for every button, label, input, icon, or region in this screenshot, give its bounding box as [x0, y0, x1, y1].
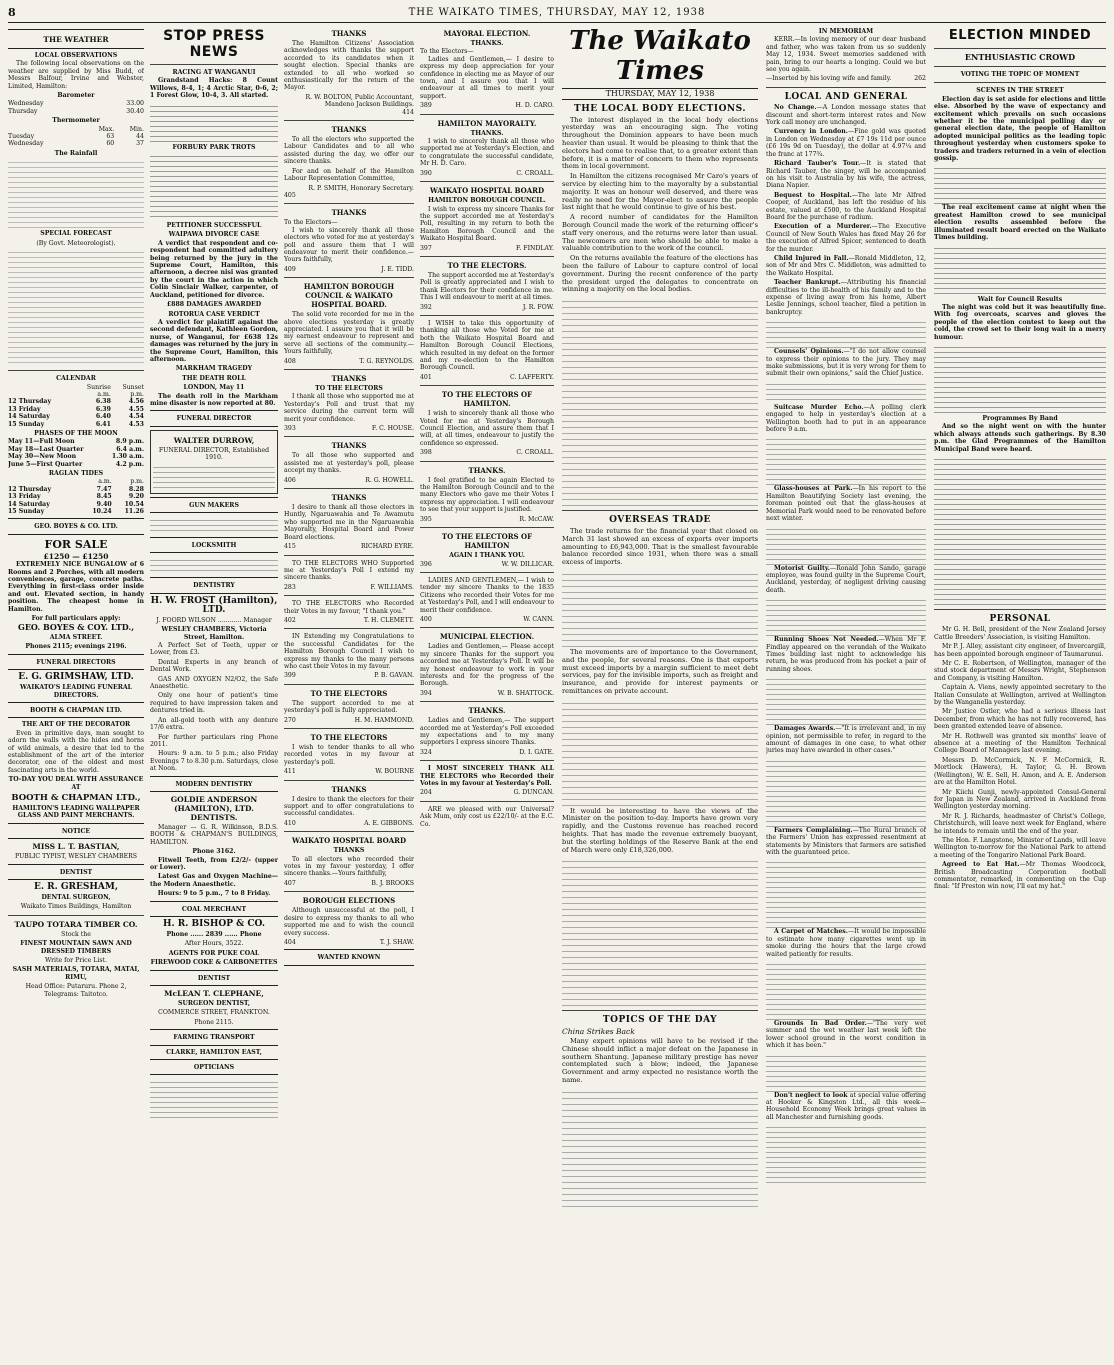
thanks3-to: To the Electors—	[284, 219, 338, 227]
thanks12-sig: A. E. GIBBONS.	[364, 819, 414, 827]
bishop-agents: AGENTS FOR PUKE COAL	[168, 949, 260, 957]
iw-sig: C. LAFFERTY.	[509, 373, 554, 381]
frost-perfect: A Perfect Set of Teeth, upper or Lower, from £3.	[150, 642, 278, 657]
election-minded-title: ELECTION MINDED	[948, 28, 1092, 43]
thx-no: 395	[420, 515, 432, 523]
trots-title: FORBURY PARK TROTS	[172, 143, 256, 151]
moon-title: PHASES OF THE MOON	[34, 429, 118, 437]
editorial-p3: A record number of candidates for the Hamilton Borough Council made the work of the returning officer's staff very onerous, and the returns were later than usual. The newcomers are men who should be able to make a valuable contribution to the work of the council.	[562, 213, 758, 253]
thanks1-title: THANKS	[331, 29, 367, 38]
farming-title: FARMING TRANSPORT	[173, 1034, 255, 1042]
thanks1-text: The Hamilton Citizens' Association acknowledges with thanks the support accorded to its candidates when it sought election. Special thanks are extended to all who worked so enthusiastically for the return of the Mayor.	[284, 40, 414, 92]
local-item: Teacher Bankrupt.—Attributing his financial difficulties to the ill-health of his family and to the expense of living away from his home, Albert Leslie Jennings, school teacher, filed a petition in bankruptcy.	[766, 279, 926, 316]
booth-tag: HAMILTON'S LEADING WALLPAPER GLASS AND PAINT MERCHANTS.	[12, 804, 140, 820]
goldie-phone: Phone 3162.	[192, 848, 236, 856]
column-editorial	[562, 26, 758, 1359]
assurance: TO-DAY YOU DEAL WITH ASSURANCE AT	[8, 776, 144, 791]
topic-sub: China Strikes Back	[562, 1027, 635, 1037]
local-observations: LOCAL OBSERVATIONS	[34, 52, 118, 59]
racing-results	[150, 102, 278, 142]
masthead	[0, 0, 1114, 24]
local-item: Richard Tauber's Tour.—It is stated that Richard Tauber, the singer, will be accompanied on his visit to Australia by his wife, the actress, Diana Napier.	[766, 160, 926, 190]
thanks5-no: 406	[284, 476, 296, 484]
thanks2-for: For and on behalf of the Hamilton Labour Representation Committee,	[284, 167, 414, 183]
local-item: Execution of a Murderer.—The Executive Council of New South Wales has fixed May 26 for the execution of Alfred Spicer, sentenced to death for the murder.	[766, 223, 926, 253]
tragedy-title: MARKHAM TRAGEDY	[175, 365, 253, 373]
thanks11-title: TO THE ELECTORS	[310, 733, 388, 742]
frost-hours: Hours: 9 a.m. to 5 p.m.; also Friday Evenings 7 to 8.30 p.m. Saturdays, close at Noon.	[150, 750, 278, 773]
booth-full: BOOTH & CHAPMAN LTD.,	[11, 792, 141, 803]
thanks9-sig: P. B. GAVAN.	[374, 672, 414, 680]
gun-makers-title: GUN MAKERS	[189, 501, 239, 509]
local-item: Suitcase Murder Echo.—A polling clerk engaged to help in yesterday's election at a Wellington booth had to put in an appearance before 9 a.m.	[766, 403, 926, 434]
column-thanks-2	[420, 26, 554, 1359]
whb-title: WAIKATO HOSPITAL BOARD	[429, 186, 545, 196]
grimshaw-name: E. G. GRIMSHAW, LTD.	[18, 672, 134, 683]
column-election-minded	[934, 26, 1106, 1359]
grimshaw-sub: WAIKATO'S LEADING FUNERAL DIRECTORS.	[19, 684, 133, 699]
locksmith-title: LOCKSMITH	[191, 542, 237, 549]
racing-title: RACING AT WANGANUI	[172, 69, 256, 76]
damages-sub: ROTORUA CASE VERDICT	[168, 310, 260, 318]
dentist-title: DENTIST	[59, 868, 93, 876]
thanks8-text: TO THE ELECTORS who Recorded their Votes in my favour, "I thank you."	[284, 600, 414, 615]
frost-wesley: WESLEY CHAMBERS, Victoria Street, Hamilton.	[161, 626, 267, 641]
trade-p3: It would be interesting to have the views of the Minister on the position to-day. Imports have grown very rapidly, and the Customs revenue has reached record heights. That has made the revenue extremely buoyant, but the sterling holdings of the Reserve Bank at the end of March were only £18,326,000.	[562, 806, 758, 854]
alma-street: ALMA STREET.	[49, 633, 103, 641]
stop-press-title: STOP PRESS NEWS	[163, 28, 265, 60]
te1-title: TO THE ELECTORS.	[447, 260, 527, 270]
paper-date: THURSDAY, MAY 12, 1938	[562, 88, 758, 100]
teh-text: AGAIN I THANK YOU.	[449, 552, 525, 560]
sale-more: For full particulars apply:	[31, 615, 121, 623]
thanks5-sig: R. G. HOWELL.	[365, 476, 414, 484]
whb-no: 397	[420, 244, 432, 252]
mayoral-thanks: THANKS.	[470, 40, 504, 47]
te2-no: 398	[420, 449, 432, 457]
mayoral-title: MAYORAL ELECTION.	[443, 29, 531, 38]
mclean-sub: SURGEON DENTIST,	[178, 1000, 250, 1008]
mclean-address: COMMERCE STREET, FRANKTON.	[158, 1009, 270, 1017]
thanks7-text: TO THE ELECTORS WHO Supported me at Yesterday's Poll I extend my sincere thanks.	[284, 559, 414, 582]
thanks2-text: To all the electors who supported the Labour Candidates and to all who assisted during the day, we offer our sincere thanks.	[284, 136, 414, 166]
hm-no: 390	[420, 169, 432, 177]
bishop-phone: Phone ...... 2839 ...... Phone	[166, 931, 262, 938]
muni-no: 394	[420, 689, 432, 697]
column-stop-press	[150, 26, 278, 1359]
clarke-name: CLARKE, HAMILTON EAST,	[166, 1048, 262, 1056]
thanks6-sig: RICHARD EYRE.	[360, 543, 414, 551]
bastian-sub: PUBLIC TYPIST, WESLEY CHAMBERS	[15, 853, 137, 861]
masthead-rule	[8, 22, 1106, 23]
thanks11-sig: W. BOURNE	[375, 768, 414, 776]
te2-text: I wish to sincerely thank all those who Voted for me at Yesterday's Borough Council Election, and assure them that I will, at all times, endeavour to justify the confidence so expressed.	[420, 410, 554, 447]
opticians-title: OPTICIANS	[193, 1064, 235, 1072]
frost-one-hour: Only one hour of patient's time required to have impression taken and dentures tried in.	[150, 692, 278, 715]
personal-item: Mr Justice Ostler, who had a serious illness last December, from which he has not fully recovered, has been granted extended leave of absence.	[934, 708, 1106, 731]
memoriam-no: 262	[914, 75, 926, 83]
thanks6-title: THANKS	[331, 493, 367, 503]
topics-heading: TOPICS OF THE DAY	[602, 1015, 718, 1026]
personal-title: PERSONAL	[989, 613, 1051, 624]
thanks1-sig: R. W. BOLTON, Public Accountant, Mandeno Jackson Buildings.	[305, 93, 414, 109]
thx2-sig: D. I. GATE.	[519, 748, 554, 756]
forecast-text	[8, 248, 144, 366]
thanks8-no: 402	[284, 616, 296, 624]
thanks9-text: IN Extending my Congratulations to the successful Candidates for the Hamilton Borough Council I wish to express my thanks to the many persons who cast their Votes in my favour.	[284, 633, 414, 670]
waikato-hb-text: To all electors who recorded their votes in my favour yesterday, I offer sincere thanks.—Yours faithfully,	[284, 855, 414, 878]
gresham-address: Waikato Times Buildings, Hamilton	[20, 903, 132, 911]
memoriam-sig: —Inserted by his loving wife and family.	[766, 75, 892, 83]
personal-item: Mr P. J. Alley, assistant city engineer, of Invercargill, has been appointed borough engineer of Taumarunui.	[934, 643, 1106, 658]
election-text3: The night was cold but it was beautifully fine. With fog overcoats, scarves and gloves the people of the election contest to keep out the cold, the crowd set to their long wait in a merry humour.	[934, 303, 1106, 341]
thanks7-no: 283	[284, 583, 296, 591]
agreed-item: Agreed to Eat Hat.—Mr Thomas Woodcock, British Broadcasting Corporation football commentator, remarked, in commenting on the Cup final: "If Preston win now, I'll eat my hat."	[934, 861, 1106, 891]
borough-title: BOROUGH ELECTIONS	[302, 896, 396, 906]
barometer-title: Barometer	[57, 92, 95, 100]
muni-title: MUNICIPAL ELECTION.	[439, 632, 535, 642]
thx2-text: Ladies and Gentlemen,— The support accorded me at Yesterday's Poll exceeded my expectations and to my many supporters I express sincere Thanks.	[420, 717, 554, 747]
thanks9-no: 399	[284, 672, 296, 680]
thanks2-sig: R. P. SMITH, Honorary Secretary.	[308, 184, 414, 192]
bishop-name: H. R. BISHOP & CO.	[163, 919, 265, 929]
notice-title: NOTICE	[61, 827, 91, 835]
moon-table: May 11—Full Moon 8.9 p.m. May 18—Last Quarter 6.4 a.m. May 30—New Moon 1.30 a.m. June 5—First Quarter 4.2 p.m.	[8, 438, 144, 468]
topic-continued	[562, 1087, 758, 1207]
coal-merchant-title: COAL MERCHANT	[181, 905, 247, 913]
personal-item: Mr Kiichi Gunji, newly-appointed Consul-General for Japan in New Zealand, arrived in Auckland from Wellington yesterday morning.	[934, 788, 1106, 811]
tragedy-text: The death roll in the Markham mine disaster is now reported at 80.	[150, 392, 278, 407]
editorial-p4: On the returns available the feature of the elections has been the failure of Labour to capture control of local government. During the recent conference of the party the president urged the delegates to concentrate on winning a majority on the local bodies.	[562, 254, 758, 294]
petitioner-text: A verdict that respondent and co-respondent had committed adultery being returned by the jury in the Supreme Court, Hamilton, this afternoon, a decree nisi was granted by the court in the action in which Colin Sinclair Walker, carpenter, of Auckland, petitioned for divorce.	[150, 239, 278, 299]
taupo-name: TAUPO TOTARA TIMBER CO.	[14, 919, 138, 929]
local-item: Running Shoes Not Needed.—When Mr F. Findlay appeared on the verandah of the Waikato Times building last night to acknowledge his return, he was produced from his pocket a pair of running shoes.	[766, 636, 926, 673]
thanks4-text: I thank all those who supported me at Yesterday's Poll and trust that my service during the current term will merit your confidence.	[284, 393, 414, 423]
memoriam-title: IN MEMORIAM	[818, 28, 874, 35]
voting-topic: VOTING THE TOPIC OF MOMENT	[960, 71, 1080, 78]
thanks6-no: 415	[284, 543, 296, 551]
personal-item: Mr G. H. Bell, president of the New Zealand Jersey Cattle Breeders' Association, is visiting Hamilton.	[934, 626, 1106, 641]
most-text: I MOST SINCERELY THANK ALL THE ELECTORS who Recorded their Votes in my favour at Yesterday's Poll.	[420, 765, 554, 788]
dentistry-title: DENTISTRY	[193, 582, 235, 590]
scenes-title: SCENES IN THE STREET	[976, 87, 1064, 95]
frost-all-gold: An all-gold tooth with any denture 17/6 extra.	[150, 716, 278, 732]
forecast-title: SPECIAL FORECAST	[40, 230, 112, 238]
gresham-sub: DENTAL SURGEON,	[41, 894, 111, 901]
lg-text: LADIES AND GENTLEMEN,— I wish to tender my sincere Thanks to the 1835 Citizens who recorded their Votes for me at Yesterday's Poll, and I will endeavour to merit their confidence.	[420, 576, 554, 614]
mayoral-sig: H. D. CARO.	[515, 102, 554, 110]
local-item: Grounds In Bad Order.—"The very wet summer and the wet weather last week left the lower school ground in the worst condition in which it has been."	[766, 1020, 926, 1050]
local-item: A Carpet of Matches.—It would be impossible to estimate how many cigarettes went up in smoke during the hours that the large crowd waited patiently for results.	[766, 928, 926, 958]
election-text1: Election day is set aside for elections and little else. Absorbed by the wave of expectancy and excitement which prevails on such occasions whether it be the municipal polling day or general election date, the people of Hamilton adopted municipal politics as the leading topic throughout yesterday when customers spoke to traders and traders returned in a vein of election gossip.	[934, 95, 1106, 163]
classified-text: ARE we pleased with our Universal? Ask Mum, only cost us £22/10/- at the E.C. Co.	[420, 805, 554, 828]
taupo-line3: SASH MATERIALS, TOTARA, MATAI, RIMU,	[12, 966, 140, 981]
lg-sig: W. CANN.	[523, 615, 554, 623]
thanks3-sig: J. E. TIDD.	[381, 265, 414, 273]
borough-text: Although unsuccessful at the poll, I desire to express my thanks to all who supported me and to wish the council every success.	[284, 907, 414, 937]
paper-title: The Waikato Times	[569, 26, 751, 86]
frost-name: H. W. FROST (Hamilton), LTD.	[150, 595, 278, 615]
goldie-manager: Manager — G. R. Wilkinson, B.D.S. BOOTH & CHAPMAN'S BUILDINGS, HAMILTON.	[150, 823, 278, 846]
iw-text: I WISH to take this opportunity of thanking all those who Voted for me at both the Waikato Hospital Board and Hamilton Borough Council Elections, which resulted in my defeat on the former and my re-election to the Hamilton Borough Council.	[420, 319, 554, 372]
thanks1-no: 414	[402, 108, 414, 116]
local-item: Currency in London.—Fine gold was quoted in London on Wednesday at £7 19s 11d per ounce (£6 19s 9d on Tuesday), the dollar at 4.97¼ and the franc at 177¾.	[766, 128, 926, 158]
column-local-general	[766, 26, 926, 1359]
mayoral-to: To the Electors—	[420, 48, 474, 56]
page-number: 8	[8, 6, 16, 19]
election-text2: The real excitement came at night when the greatest Hamilton crowd to see municipal election results assembled before the illuminated result board erected on the Waikato Times building.	[934, 204, 1106, 242]
personal-item: Mr H. Rothwell was granted six months' leave of absence at a meeting of the Hamilton Technical College Board of Managers last evening.	[934, 732, 1106, 755]
column-weather	[8, 26, 144, 1359]
topic-text: Many expert opinions will have to be revised if the Chinese should inflict a major defeat on the Japanese in southern Shantung. Japanese military prestige has never contemplated such a blow; indeed, the Japanese Government and army expected no resistance worth the name.	[562, 1037, 758, 1085]
damages-title: £888 DAMAGES AWARDED	[166, 301, 262, 309]
funeral-directors-title: FUNERAL DIRECTORS	[36, 658, 116, 666]
local-item: Farmers Complaining.—The Rural branch of the Farmers' Union has expressed resentment at statements by Ministers that farmers are satisfied with the guaranteed price.	[766, 826, 926, 856]
local-item: Don't neglect to look at special value offering at Hooker & Kingston Ltd., all this week—Household Economy Week brings great values in all Manchester and furnishing goods.	[766, 1091, 926, 1121]
enthusiastic-crowd: ENTHUSIASTIC CROWD	[964, 52, 1076, 62]
frost-experts: Dental Experts in any branch of Dental Work.	[150, 658, 278, 674]
funeral-director-title: FUNERAL DIRECTOR	[176, 415, 252, 423]
most-sig: G. DUNCAN.	[513, 789, 554, 797]
local-item: Damages Awards.—"It is irrelevant and, in my opinion, not permissible to refer, in regard to the amount of damages in one case, to what other juries may have awarded in other cases."	[766, 725, 926, 755]
petitioner-sub: WAIPAWA DIVORCE CASE	[168, 231, 260, 239]
thanks4-no: 393	[284, 425, 296, 433]
te1-no: 392	[420, 303, 432, 311]
whb-sig: F. FINDLAY.	[516, 244, 554, 252]
hm-sig: C. CROALL.	[516, 169, 554, 177]
thanks11-text: I wish to tender thanks to all who recorded votes in my favour at yesterday's poll.	[284, 744, 414, 766]
thanks10-text: The support accorded to me at yesterday's poll is fully appreciated.	[284, 699, 414, 715]
racing-text: Grandstand Hacks: 8 Count Willows, 8-4, 1; 4 Arctic Star, 0-6, 2; 1 Forest Glow, 10-4, 3. All started.	[150, 77, 278, 100]
sale-price: £1250 — £1250	[43, 551, 109, 561]
petitioner-title: PETITIONER SUCCESSFUL	[166, 222, 262, 230]
thanks6-text: I desire to thank all those electors in Huntly, Ngaruawahia and Te Awamutu who supported me in the Ngaruawahia Mayoralty, Hospital Board and Power Board elections.	[284, 504, 414, 541]
frost-manager: J. FOORD WILSON ............ Manager	[156, 616, 272, 624]
hm-title: HAMILTON MAYORALTY.	[437, 118, 537, 128]
teh-title: TO THE ELECTORS OF HAMILTON	[441, 532, 533, 551]
frost-further: For further particulars ring Phone 2011.	[150, 733, 278, 748]
goldie-hours: Hours: 9 to 5 p.m., 7 to 8 Friday.	[157, 890, 271, 898]
thanks11-no: 411	[284, 768, 296, 776]
trade-continued-2	[562, 698, 758, 808]
thanks5-title: THANKS	[331, 441, 367, 451]
most-no: 204	[420, 789, 432, 797]
thx2-title: THANKS.	[468, 706, 506, 716]
muni-text: Ladies and Gentlemen,— Please accept my sincere Thanks for the support you accorded me at Yesterday's Poll. It will be my honest endeavour to work in your interests and for the progress of the Borough.	[420, 643, 554, 688]
thanks8-sig: T. H. CLEMETT.	[363, 616, 414, 624]
boyes-phones: Phones 2115; evenings 2196.	[25, 643, 127, 651]
editorial-heading: THE LOCAL BODY ELECTIONS.	[574, 103, 746, 114]
column-thanks-1	[284, 26, 414, 1359]
editorial-continued	[562, 296, 758, 506]
waikato-hb-no: 407	[284, 879, 296, 887]
hm-thanks: THANKS.	[470, 129, 504, 137]
local-item: Child Injured in Fall.—Ronald Middleton, 12, son of Mr and Mrs C. Middleton, was admitted to the Waikato Hospital.	[766, 254, 926, 277]
walter-durrow: WALTER DURROW,	[173, 435, 255, 445]
iw-no: 401	[420, 373, 432, 381]
memoriam-text: KERR.—In loving memory of our dear husband and father, who was taken from us so suddenly May 12, 1934. Sweet memories saddened with pain, bring to our hearts a longing. Could we but see you again.	[766, 36, 926, 74]
taupo-line2: Write for Price List.	[45, 957, 107, 965]
local-general-title: LOCAL AND GENERAL	[784, 91, 908, 102]
dentist-head: DENTIST	[197, 974, 231, 982]
borough-sig: T. J. SHAW.	[379, 938, 414, 946]
tragedy-place: LONDON, May 11	[183, 384, 245, 392]
thanks12-text: I desire to thank the electors for their support and to offer congratulations to successful candidates.	[284, 795, 414, 818]
band-title: Programmes By Band	[982, 414, 1058, 422]
frost-gas: GAS AND OXYGEN N2/O2, the Safe Anaesthetic.	[150, 675, 278, 691]
mclean-name: McLEAN T. CLEPHANE,	[164, 989, 264, 999]
goldie-name: GOLDIE ANDERSON (HAMILTON), LTD. DENTISTS.	[170, 794, 258, 822]
bishop-firewood: FIREWOOD COKE & CARBONETTES	[150, 959, 278, 967]
whb-sub: HAMILTON BOROUGH COUNCIL.	[428, 197, 546, 205]
mayoral-text: Ladies and Gentlemen,— I desire to express my deep appreciation for your confidence in electing me as Mayor of our town, and I assure you that I will endeavour at all times to merit your support.	[420, 55, 554, 100]
waikato-hb-thanks: THANKS	[333, 847, 365, 855]
thanks10-title: TO THE ELECTORS	[310, 688, 388, 698]
masthead-title: THE WAIKATO TIMES, THURSDAY, MAY 12, 1938	[408, 7, 706, 18]
editorial-p1: The interest displayed in the local body elections yesterday was an encouraging sign. The voting throughout the Dominion appears to have been much heavier than usual. It would be pleasing to think that the electors had come to realise that, to a greater extent than before, it is a matter of concern to them who represents them in local government.	[562, 115, 758, 171]
thermometer-table: Max. Min. Tuesday 63 44 Wednesday 60 37	[8, 125, 144, 148]
rainfall-title: The Rainfall	[54, 149, 98, 157]
trots-results	[150, 152, 278, 220]
gresham-name: E. R. GRESHAM,	[34, 882, 118, 892]
for-sale-title: FOR SALE	[44, 537, 108, 551]
thanks2-title: THANKS	[331, 125, 367, 135]
borough-no: 404	[284, 938, 296, 946]
walter-sub: FUNERAL DIRECTOR, Established 1910.	[158, 446, 270, 462]
thanks3-text: I wish to sincerely thank all those electors who voted for me at yesterday's poll and assure them that I will endeavour to merit their confidence.—Yours faithfully,	[284, 226, 414, 264]
taupo-sub: Stock the	[61, 930, 91, 938]
thanks12-no: 410	[284, 819, 296, 827]
thermometer-title: Thermometer	[52, 117, 100, 125]
tragedy-sub: THE DEATH ROLL	[182, 374, 246, 382]
te2-title: TO THE ELECTORS OF HAMILTON.	[441, 390, 533, 409]
local-item: Bequest to Hospital.—The late Mr Alfred Cooper, of Auckland, has left the residue of his estate, valued at £500, to the Auckland Hospital Board for the purchase of radium.	[766, 191, 926, 221]
thanks4-title: THANKS	[331, 374, 367, 383]
editorial-p2: In Hamilton the citizens recognised Mr Caro's years of service by electing him to the mayoralty by a substantial majority. It was an honour well deserved, and there was really no need for the Mayor-elect to assure the people last night that he would continue to give of his best.	[562, 172, 758, 212]
trade-continued-1	[562, 569, 758, 649]
thx-text: I feel gratified to be again Elected to the Hamilton Borough Council and to the many Electors who gave me their Votes I express my appreciation. I will endeavour to see that your support is justified.	[420, 476, 554, 514]
local-item: Counsels' Opinions.—"I do not allow counsel to express their opinions to the jury. They may make submissions, but it is very wrong for them to submit their own opinions," said the Chief Justice.	[766, 348, 926, 378]
waikato-hb-sig: B. J. BROOKS	[371, 879, 414, 887]
teh-no: 396	[420, 560, 432, 568]
thx2-no: 324	[420, 748, 432, 756]
taupo-line1: FINEST MOUNTAIN SAWN AND DRESSED TIMBERS	[20, 940, 132, 955]
barometer-table: Wednesday 33.00 Thursday 30.40	[8, 100, 144, 115]
goldie-latest: Latest Gas and Oxygen Machine—the Modern Anaesthetic.	[150, 873, 278, 888]
trade-p2: The movements are of importance to the Government, and the people, for several reasons. One is that exports must exceed imports by a margin sufficient to meet debt services, pay for the invisible imports, such as freight and insurance, and provide for interest payments or remittances on private account.	[562, 647, 758, 695]
te1-text: The support accorded me at Yesterday's Poll is greatly appreciated and I wish to thank Electors for their confidence in me. This I will endeavour to merit at all times.	[420, 271, 554, 302]
calendar-title: CALENDAR	[56, 375, 96, 383]
wait-title: Wait for Council Results	[977, 295, 1063, 303]
thanks10-sig: H. M. HAMMOND.	[354, 716, 414, 724]
trade-heading: OVERSEAS TRADE	[609, 515, 711, 526]
mclean-phone: Phone 2115.	[194, 1018, 234, 1026]
hamilton-bc-title: HAMILTON BOROUGH COUNCIL & WAIKATO HOSPITAL BOARD.	[303, 282, 395, 310]
waikato-hb-title: WAIKATO HOSPITAL BOARD	[291, 836, 407, 846]
lg-no: 400	[420, 615, 432, 623]
local-items	[766, 104, 926, 1183]
hamilton-bc-no: 408	[284, 357, 296, 365]
thx-sig: R. McCAW.	[519, 515, 554, 523]
hamilton-bc-text: The solid vote recorded for me in the above elections yesterday is greatly appreciated. I assure you that it will be my earnest endeavour to represent and serve all sections of the community.—Yours faithfully,	[284, 311, 414, 356]
tides-table: a.m. p.m. 12 Thursday 7.47 8.28 13 Friday 8.45 9.20 14 Saturday 9.40 10.54 15 Sunday 10.24 11.26	[8, 478, 144, 515]
sale-text: EXTREMELY NICE BUNGALOW of 6 Rooms and 2 Porches, with all modern conveniences, garage, concrete paths. Everything in first-class order inside and out. Elevated section, in handy position. The cheapest home in Hamilton.	[8, 561, 144, 613]
bishop-after: After Hours, 3522.	[184, 940, 244, 948]
personal-item: Messrs D. McCormick, N. F. McCormick, R. Mortlock (Hawera), H. Taylor, G. H. Brown (Wellington), W. E. Sell, H. Amon, and A. E. Anderson are at the Hamilton Hotel.	[934, 756, 1106, 787]
thanks2-no: 405	[284, 191, 296, 199]
thanks3-title: THANKS	[331, 208, 367, 218]
personal-item: Captain A. Viens, newly appointed secretary to the Italian Consulate at Wellington, arrived at Wellington by the Wanganella yesterday.	[934, 684, 1106, 707]
trade-p1: The trade returns for the financial year that closed on March 31 last showed an excess of exports over imports amounting to £6,943,000. That is the smallest favourable balance recorded since 1931, when there was a small excess of imports.	[562, 526, 758, 567]
thanks3-no: 409	[284, 265, 296, 273]
local-item: Glass-houses at Park.—In his report to the Hamilton Beautifying Society last evening, the foreman pointed out that the glass-houses at Memorial Park would need to be renovated before next winter.	[766, 485, 926, 523]
thanks12-title: THANKS	[331, 784, 367, 794]
muni-sig: W. B. SHATTOCK.	[497, 689, 554, 697]
trade-continued-3	[562, 856, 758, 1006]
wanted-known-title: WANTED KNOWN	[317, 954, 381, 962]
teh-sig: W. W. DILLICAR.	[501, 560, 554, 568]
thanks7-sig: F. WILLIAMS.	[370, 583, 414, 591]
booth-header: BOOTH & CHAPMAN LTD.	[30, 706, 122, 714]
damages-text: A verdict for plaintiff against the second defendant, Kathleen Gordon, nurse, of Wanganui, for £638 12s damages was returned by the jury in the Supreme Court, Hamilton, this afternoon.	[150, 318, 278, 363]
thanks10-no: 270	[284, 716, 296, 724]
bastian-name: MISS L. T. BASTIAN,	[32, 842, 120, 852]
thanks4-to: TO THE ELECTORS	[315, 385, 383, 392]
personal-item: Mr C. E. Robertson, of Wellington, manager of the stud stock department of Messrs Wright, Stephenson and Company, is visiting Hamilton.	[934, 660, 1106, 682]
te1-sig: J. R. FOW.	[522, 303, 554, 311]
boyes-full: GEO. BOYES & COY. LTD.,	[18, 622, 134, 633]
geo-boyes-header: GEO. BOYES & CO. LTD.	[34, 523, 118, 531]
thanks4-sig: F. C. HOUSE.	[371, 425, 414, 433]
modern-dentistry-title: MODERN DENTISTRY	[175, 780, 253, 788]
goldie-fitwell: Fitwell Teeth, from £2/2/- (upper or Lower).	[150, 856, 278, 871]
tides-title: RAGLAN TIDES	[48, 469, 104, 477]
hamilton-bc-sig: T. G. REYNOLDS.	[359, 357, 414, 365]
weather-intro: The following local observations on the weather are supplied by Miss Budd, of Messrs Balfour, Irvine and Webster, Limited, Hamilton:	[8, 60, 144, 90]
calendar-table: Sunrise Sunset a.m. p.m. 12 Thursday 6.38 4.56 13 Friday 6.39 4.55 14 Saturday 6.40 4.54 15 Sunday 6.41 4.53	[8, 383, 144, 428]
weather-title: THE WEATHER	[43, 35, 109, 44]
local-item: No Change.—A London message states that discount and short-term interest rates and New York call money are unchanged.	[766, 104, 926, 127]
te2-sig: C. CROALL.	[516, 449, 554, 457]
decorator-text: Even in primitive days, man sought to adorn the walls with the hides and horns of wild animals, a desire that led to the establishment of the art of the interior decorator, one of the oldest and most fascinating arts in the world.	[8, 729, 144, 774]
mayoral-no: 389	[420, 102, 432, 110]
whb-text: I wish to express my sincere Thanks for the support accorded me at Yesterday's Poll, resulting in my return to both the Hamilton Borough Council and the Waikato Hospital Board.	[420, 205, 554, 243]
decorator-title: THE ART OF THE DECORATOR	[21, 721, 131, 729]
thx-title: THANKS.	[468, 465, 506, 475]
forecast-sub: (By Govt. Meteorologist).	[36, 239, 116, 247]
personal-item: The Hon. F. Langstone, Minister of Lands, will leave Wellington to-morrow for the National Park to attend a meeting of the Tongariro National Park Board.	[934, 836, 1106, 859]
rainfall-text	[8, 158, 144, 228]
thanks5-text: To all those who supported and assisted me at yesterday's poll, please accept my thanks.	[284, 452, 414, 475]
local-item: Motorist Guilty.—Ronald John Sando, garage employee, was found guilty in the Supreme Court, Auckland, yesterday, of negligent driving causing death.	[766, 564, 926, 594]
election-text4: And so the night went on with the hunter which always attends such gatherings. By 8.30 p.m. the Glad Programmes of the Hamilton Municipal Band were heard.	[934, 423, 1106, 453]
taupo-line4: Head Office: Putaruru. Phone 2, Telegrams: Taitotco.	[25, 983, 127, 998]
hm-text: I wish to sincerely thank all those who supported me at Yesterday's Election, and to congratulate the successful candidate, Mr H. D. Caro.	[420, 138, 554, 168]
personal-item: Mr R. J. Richards, headmaster of Christ's College, Christchurch, will leave next week for England, where he intends to remain until the end of the year.	[934, 812, 1106, 835]
